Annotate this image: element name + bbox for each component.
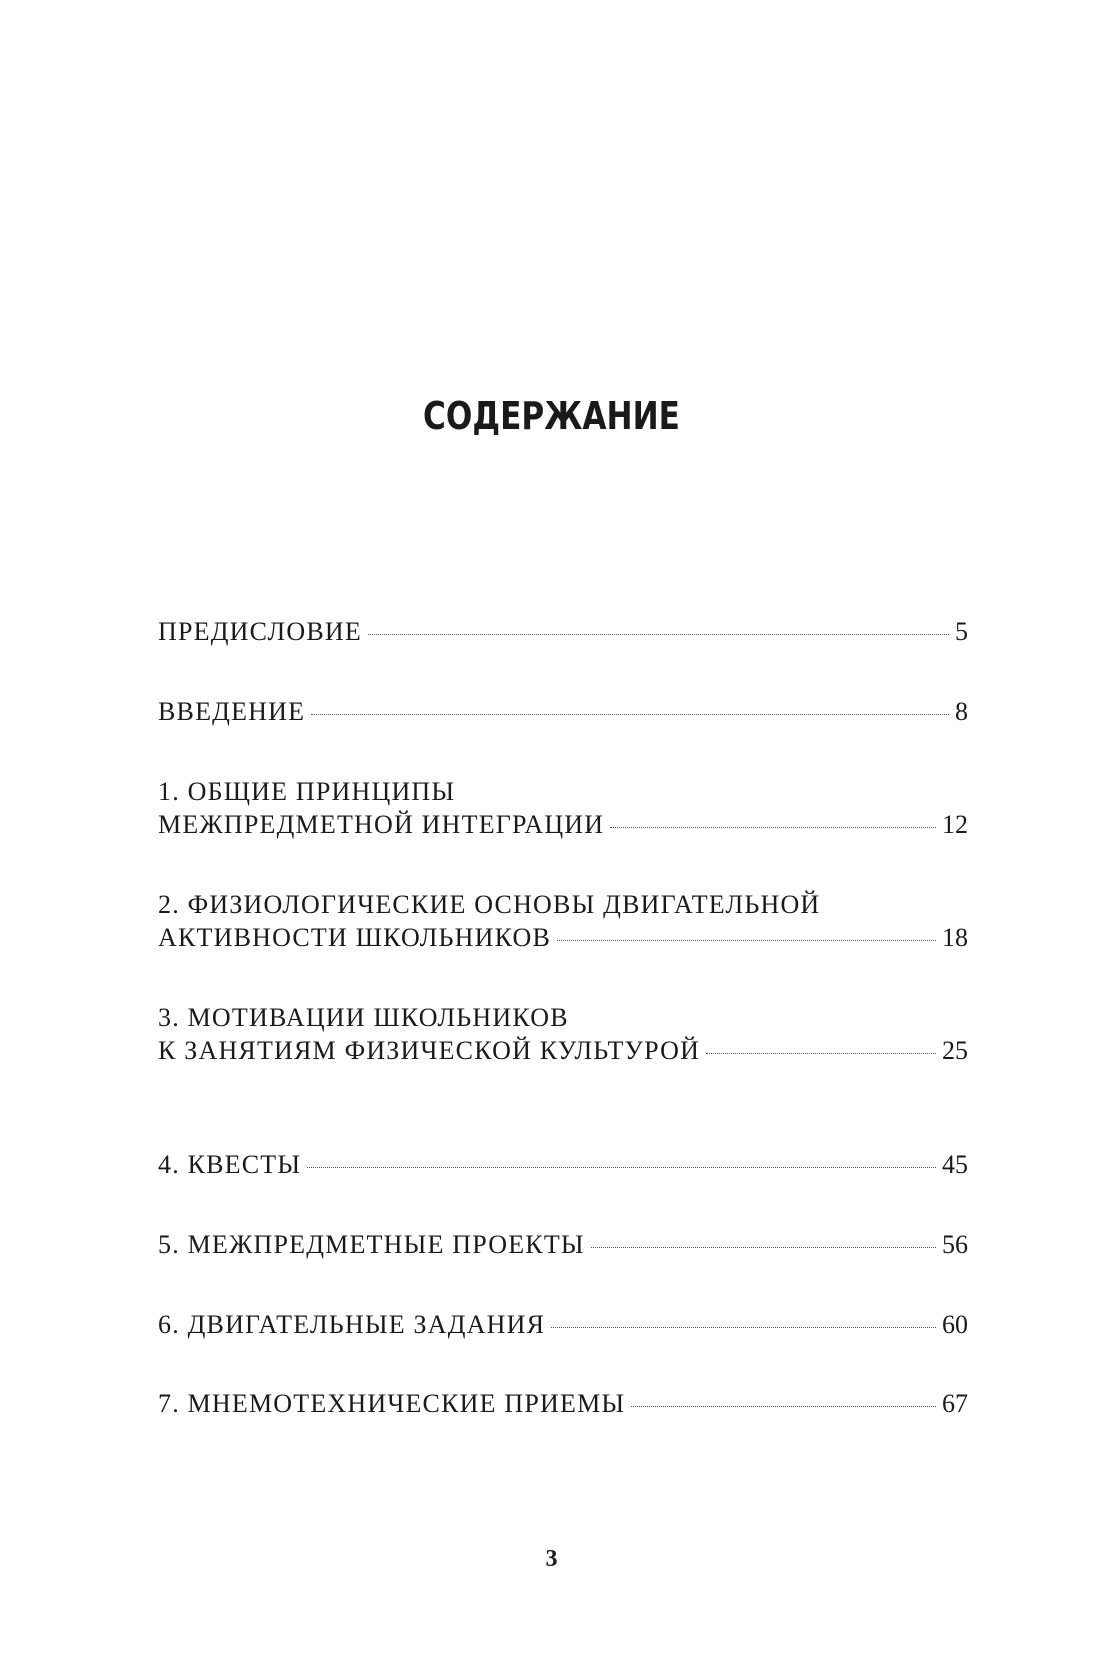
dot-leader <box>631 1405 936 1407</box>
toc-entry-chapter-2[interactable] <box>158 888 968 954</box>
toc-entry-label: 4. КВЕСТЫ <box>158 1150 302 1179</box>
dot-leader <box>551 1326 936 1328</box>
toc-entry-chapter-4[interactable] <box>158 1148 968 1181</box>
toc-entry-label: МЕЖПРЕДМЕТНОЙ ИНТЕГРАЦИИ <box>158 810 605 839</box>
page-title: СОДЕРЖАНИЕ <box>423 394 680 438</box>
toc-entry-label: К ЗАНЯТИЯМ ФИЗИЧЕСКОЙ КУЛЬТУРОЙ <box>158 1036 701 1065</box>
toc-entry-label: ВВЕДЕНИЕ <box>158 697 306 726</box>
dot-leader <box>368 633 949 635</box>
toc-entry-label-line-1: 3. МОТИВАЦИИ ШКОЛЬНИКОВ <box>158 1003 569 1032</box>
dot-leader <box>591 1246 936 1248</box>
toc-entry-chapter-6[interactable] <box>158 1308 968 1341</box>
toc-entry-introduction[interactable] <box>158 695 968 728</box>
toc-entry-label: ПРЕДИСЛОВИЕ <box>158 617 362 646</box>
dot-leader <box>706 1052 936 1054</box>
toc-entry-label: 6. ДВИГАТЕЛЬНЫЕ ЗАДАНИЯ <box>158 1310 546 1339</box>
toc-entry-page: 18 <box>942 923 968 952</box>
dot-leader <box>610 826 936 828</box>
toc-entry-chapter-5[interactable] <box>158 1228 968 1261</box>
toc-entry-page: 25 <box>942 1036 968 1065</box>
dot-leader <box>557 939 936 941</box>
toc-entry-label: АКТИВНОСТИ ШКОЛЬНИКОВ <box>158 923 552 952</box>
toc-entry-label-line-1: 1. ОБЩИЕ ПРИНЦИПЫ <box>158 777 456 806</box>
toc-entry-page: 67 <box>942 1389 968 1418</box>
toc-entry-label-line-1: 2. ФИЗИОЛОГИЧЕСКИЕ ОСНОВЫ ДВИГАТЕЛЬНОЙ <box>158 890 821 919</box>
dot-leader <box>307 1166 936 1168</box>
toc-entry-page: 8 <box>955 697 968 726</box>
toc-entry-page: 60 <box>942 1310 968 1339</box>
toc-entry-chapter-3[interactable] <box>158 1001 968 1067</box>
toc-entry-label: 7. МНЕМОТЕХНИЧЕСКИЕ ПРИЕМЫ <box>158 1389 626 1418</box>
page-number: 3 <box>545 1546 558 1572</box>
toc-entry-page: 5 <box>955 617 968 646</box>
toc-entry-chapter-7[interactable] <box>158 1387 968 1420</box>
dot-leader <box>311 713 949 715</box>
toc-entry-preface[interactable] <box>158 615 968 648</box>
toc-entry-page: 12 <box>942 810 968 839</box>
toc-entry-label: 5. МЕЖПРЕДМЕТНЫЕ ПРОЕКТЫ <box>158 1230 585 1259</box>
toc-entry-chapter-1[interactable] <box>158 775 968 841</box>
toc-entry-page: 56 <box>942 1230 968 1259</box>
toc-entry-page: 45 <box>942 1150 968 1179</box>
